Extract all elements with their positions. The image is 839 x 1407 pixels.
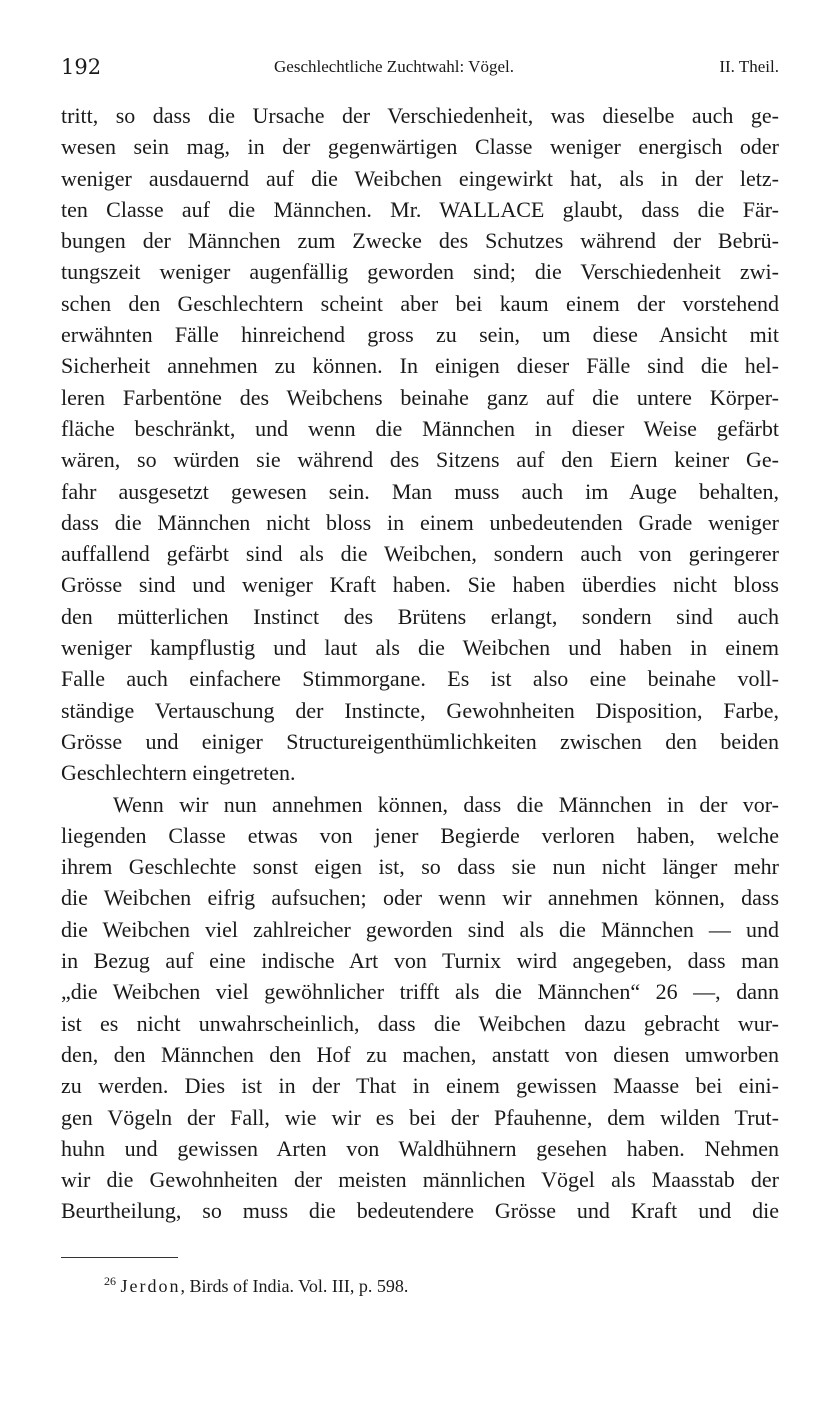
text-line: erwähnten Fälle hinreichend gross zu sein, um diese Ansicht mit bbox=[61, 322, 779, 348]
text-line: ten Classe auf die Männchen. Mr. WALLACE glaubt, dass die Fär- bbox=[61, 196, 779, 222]
text-line: Wenn wir nun annehmen können, dass die Männchen in der vor- bbox=[113, 791, 779, 817]
footnote-text: , Birds of India. Vol. III, p. 598. bbox=[180, 1276, 409, 1296]
text-line: in Bezug auf eine indische Art von Turnix wird angegeben, dass man bbox=[61, 948, 779, 974]
text-line: schen den Geschlechtern scheint aber bei kaum einem der vorstehend bbox=[61, 290, 779, 316]
footnote-marker: 26 bbox=[104, 1274, 116, 1288]
footnote bbox=[104, 1276, 408, 1297]
text-line: Geschlechtern eingetreten. bbox=[61, 760, 296, 786]
text-line: Sicherheit annehmen zu können. In einigen dieser Fälle sind die hel- bbox=[61, 353, 779, 379]
text-line: die Weibchen eifrig aufsuchen; oder wenn wir annehmen können, dass bbox=[61, 885, 779, 911]
footnote-author: Jerdon bbox=[120, 1276, 181, 1296]
text-line: weniger ausdauernd auf die Weibchen eingewirkt hat, als in der letz- bbox=[61, 165, 779, 191]
text-line: ihrem Geschlechte sonst eigen ist, so dass sie nun nicht länger mehr bbox=[61, 854, 779, 880]
text-line: wesen sein mag, in der gegenwärtigen Classe weniger energisch oder bbox=[61, 134, 779, 160]
text-line: zu werden. Dies ist in der That in einem gewissen Maasse bei eini- bbox=[61, 1073, 779, 1099]
text-line: wären, so würden sie während des Sitzens auf den Eiern keiner Ge- bbox=[61, 447, 779, 473]
text-line: ständige Vertauschung der Instincte, Gewohnheiten Disposition, Farbe, bbox=[61, 697, 779, 723]
body-text bbox=[61, 100, 779, 1227]
page-number: 192 bbox=[61, 55, 102, 79]
text-line: die Weibchen viel zahlreicher geworden sind als die Männchen — und bbox=[61, 916, 779, 942]
text-line: fläche beschränkt, und wenn die Männchen in dieser Weise gefärbt bbox=[61, 415, 779, 441]
text-line: Grösse sind und weniger Kraft haben. Sie haben überdies nicht bloss bbox=[61, 572, 779, 598]
paragraph-1 bbox=[61, 100, 779, 789]
running-title: Geschlechtliche Zuchtwahl: Vögel. bbox=[274, 57, 514, 76]
text-line: fahr ausgesetzt gewesen sein. Man muss auch im Auge behalten, bbox=[61, 478, 779, 504]
text-line: den mütterlichen Instinct des Brütens erlangt, sondern sind auch bbox=[61, 603, 779, 629]
text-line: den, den Männchen den Hof zu machen, anstatt von diesen umworben bbox=[61, 1041, 779, 1067]
text-line: bungen der Männchen zum Zwecke des Schutzes während der Bebrü- bbox=[61, 228, 779, 254]
footnote-divider bbox=[61, 1257, 178, 1258]
text-line: wir die Gewohnheiten der meisten männlichen Vögel als Maasstab der bbox=[61, 1167, 779, 1193]
text-line: dass die Männchen nicht bloss in einem unbedeutenden Grade weniger bbox=[61, 509, 779, 535]
text-line: tritt, so dass die Ursache der Verschiedenheit, was dieselbe auch ge- bbox=[61, 103, 779, 128]
part-label: II. Theil. bbox=[719, 57, 779, 76]
text-line: Grösse und einiger Structureigenthümlichkeiten zwischen den beiden bbox=[61, 728, 779, 754]
text-line: auffallend gefärbt sind als die Weibchen, sondern auch von geringerer bbox=[61, 541, 779, 567]
text-line: weniger kampflustig und laut als die Weibchen und haben in einem bbox=[61, 635, 779, 661]
text-line: ist es nicht unwahrscheinlich, dass die Weibchen dazu gebracht wur- bbox=[61, 1010, 779, 1036]
text-line: huhn und gewissen Arten von Waldhühnern gesehen haben. Nehmen bbox=[61, 1135, 779, 1161]
paragraph-2 bbox=[61, 789, 779, 1227]
text-line: gen Vögeln der Fall, wie wir es bei der Pfauhenne, dem wilden Trut- bbox=[61, 1104, 779, 1130]
text-line: Falle auch einfachere Stimmorgane. Es ist also eine beinahe voll- bbox=[61, 666, 779, 692]
text-line: leren Farbentöne des Weibchens beinahe ganz auf die untere Körper- bbox=[61, 384, 779, 410]
text-line: „die Weibchen viel gewöhnlicher trifft als die Männchen“ 26 —, dann bbox=[61, 979, 779, 1005]
text-line: tungszeit weniger augenfällig geworden sind; die Verschiedenheit zwi- bbox=[61, 259, 779, 285]
page-header bbox=[61, 55, 779, 85]
text-line: liegenden Classe etwas von jener Begierde verloren haben, welche bbox=[61, 822, 779, 848]
text-line: Beurtheilung, so muss die bedeutendere Grösse und Kraft und die bbox=[61, 1198, 779, 1224]
